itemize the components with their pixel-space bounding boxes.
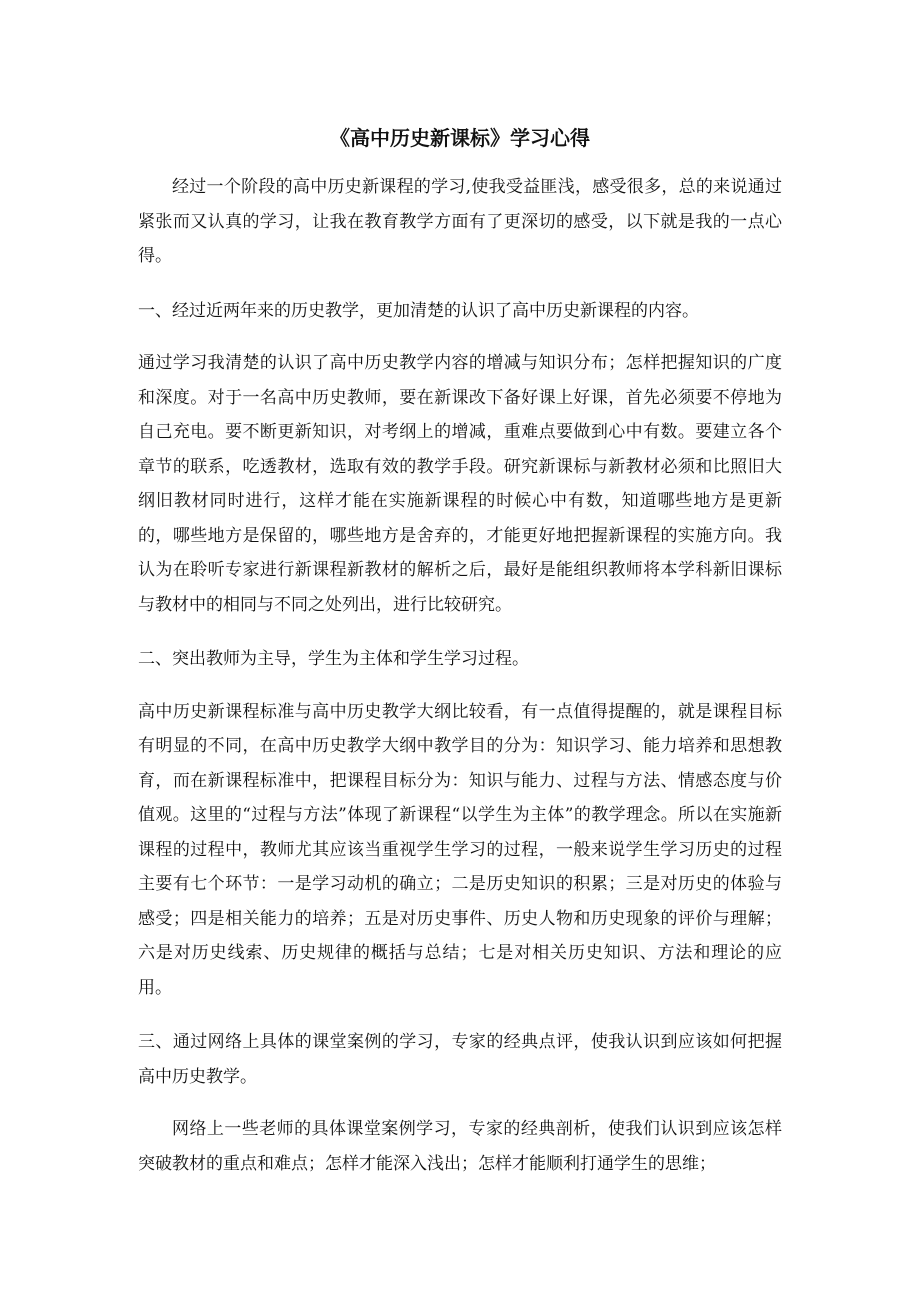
section-3-body: 网络上一些老师的具体课堂案例学习，专家的经典剖析，使我们认识到应该怎样突破教材的重点和难点；怎样才能深入浅出；怎样才能顺利打通学生的思维； — [138, 1119, 782, 1174]
document-title: 《高中历史新课标》学习心得 — [330, 126, 590, 150]
section-2-body: 高中历史新课程标准与高中历史教学大纲比较看，有一点值得提醒的，就是课程目标有明显的不同，在高中历史教学大纲中教学目的分为：知识学习、能力培养和思想教育，而在新课程标准中，把课程目标分为：知识与能力、过程与方法、情感态度与价值观。这里的“过程与方法”体现了新课程“以学生为主体”的教学理念。所以在实施新课程的过程中，教师尤其应该当重视学生学习的过程，一般来说学生学习历史的过程主要有七个环节：一是学习动机的确立；二是历史知识的积累；三是对历史的体验与感受；四是相关能力的培养；五是对历史事件、历史人物和历史现象的评价与理解；六是对历史线索、历史规律的概括与总结；七是对相关历史知识、方法和理论的应用。 — [138, 701, 782, 998]
section-heading-2: 二、突出教师为主导，学生为主体和学生学习过程。 — [138, 649, 529, 669]
section-heading-3: 三、通过网络上具体的课堂案例的学习，专家的经典点评，使我认识到应该如何把握高中历史教学。 — [138, 1032, 782, 1087]
section-heading-1: 一、经过近两年来的历史教学，更加清楚的认识了高中历史新课程的内容。 — [138, 300, 699, 321]
section-1-body: 通过学习我清楚的认识了高中历史教学内容的增减与知识分布；怎样把握知识的广度和深度。对于一名高中历史教师，要在新课改下备好课上好课，首先必须要不停地为自己充电。要不断更新知识，对考纲上的增减，重难点要做到心中有数。要建立各个章节的联系，吃透教材，选取有效的教学手段。研究新课标与新教材必须和比照旧大纲旧教材同时进行，这样才能在实施新课程的时候心中有数，知道哪些地方是更新的，哪些地方是保留的，哪些地方是舍弃的，才能更好地把握新课程的实施方向。我认为在聆听专家进行新课程新教材的解析之后，最好是能组织教师将本学科新旧课标与教材中的相同与不同之处列出，进行比较研究。 — [138, 353, 782, 615]
intro-paragraph: 经过一个阶段的高中历史新课程的学习,使我受益匪浅，感受很多，总的来说通过紧张而又认真的学习，让我在教育教学方面有了更深切的感受，以下就是我的一点心得。 — [138, 177, 782, 266]
